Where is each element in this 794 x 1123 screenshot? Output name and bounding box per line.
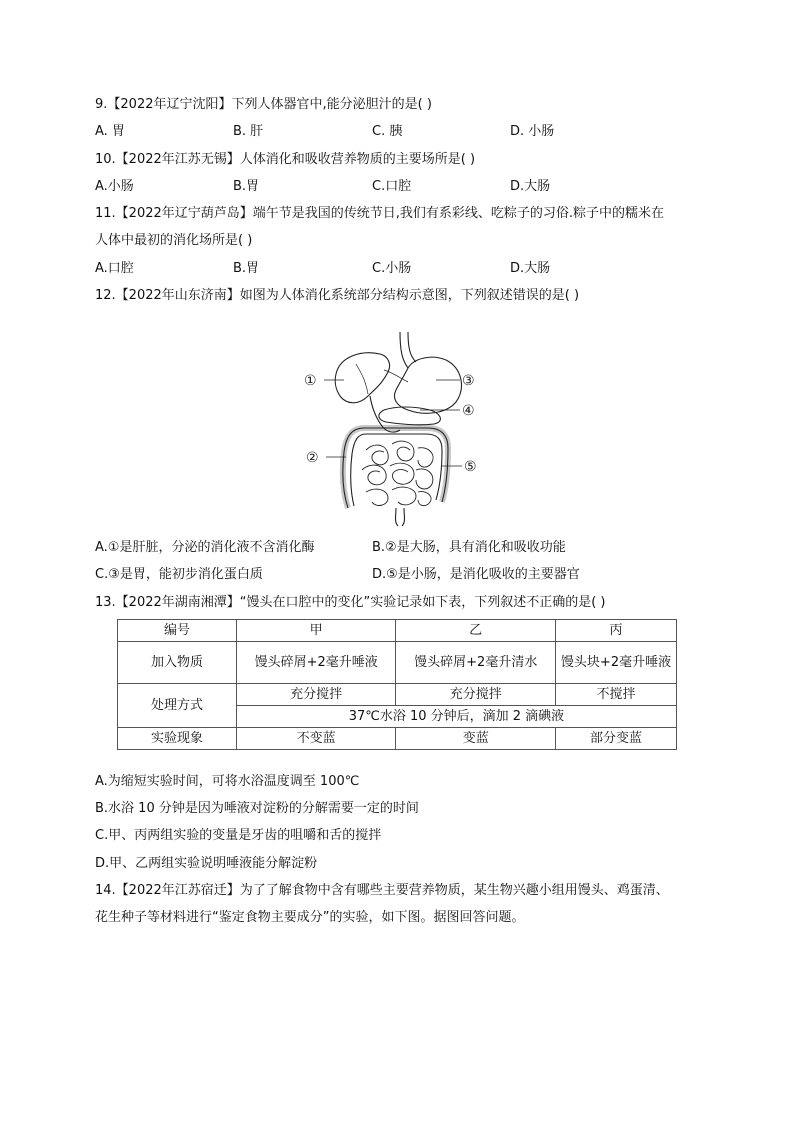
q11-stem-line2: 人体中最初的消化场所是( ) bbox=[95, 233, 253, 248]
row-label: 处理方式 bbox=[118, 684, 237, 728]
table-cell: 馒头块+2毫升唾液 bbox=[556, 642, 677, 684]
label-3: ③ bbox=[462, 373, 475, 389]
q10-option-c: C.口腔 bbox=[372, 179, 412, 194]
q14-stem-line1: 14.【2022年江苏宿迁】为了了解食物中含有哪些主要营养物质，某生物兴趣小组用馒头、鸡蛋清、 bbox=[95, 883, 669, 898]
header-cell-jia: 甲 bbox=[236, 620, 396, 642]
header-cell-yi: 乙 bbox=[396, 620, 556, 642]
table-cell: 部分变蓝 bbox=[556, 728, 677, 750]
experiment-table bbox=[117, 619, 677, 750]
table-cell: 馒头碎屑+2毫升清水 bbox=[396, 642, 556, 684]
q13-option-b: B.水浴 10 分钟是因为唾液对淀粉的分解需要一定的时间 bbox=[95, 801, 419, 816]
table-cell-merged: 37℃水浴 10 分钟后，滴加 2 滴碘液 bbox=[236, 706, 676, 728]
small-intestine-coils bbox=[362, 441, 433, 505]
header-cell-bing: 丙 bbox=[556, 620, 677, 642]
q9-stem: 9.【2022年辽宁沈阳】下列人体器官中,能分泌胆汁的是( ) bbox=[95, 97, 432, 112]
table-row-add bbox=[118, 642, 677, 684]
q12-option-d: D.⑤是小肠，是消化吸收的主要器官 bbox=[372, 567, 580, 582]
label-5: ⑤ bbox=[464, 459, 477, 475]
table-cell: 不搅拌 bbox=[556, 684, 677, 706]
q9-option-d: D. 小肠 bbox=[510, 124, 555, 139]
table-cell: 不变蓝 bbox=[236, 728, 396, 750]
table-cell: 充分搅拌 bbox=[396, 684, 556, 706]
table-cell: 充分搅拌 bbox=[236, 684, 396, 706]
liver-shape bbox=[335, 353, 389, 403]
q10-stem: 10.【2022年江苏无锡】人体消化和吸收营养物质的主要场所是( ) bbox=[95, 152, 476, 167]
stomach-shape bbox=[395, 357, 462, 413]
q13-stem: 13.【2022年湖南湘潭】“馒头在口腔中的变化”实验记录如下表，下列叙述不正确的是( ) bbox=[95, 595, 606, 610]
q11-option-d: D.大肠 bbox=[510, 261, 551, 276]
q12-option-b: B.②是大肠，具有消化和吸收功能 bbox=[372, 540, 566, 555]
q11-option-b: B.胃 bbox=[233, 261, 260, 276]
table-header-row bbox=[118, 620, 677, 642]
table-row-result bbox=[118, 728, 677, 750]
large-intestine-shape bbox=[343, 428, 448, 508]
row-label: 实验现象 bbox=[118, 728, 237, 750]
q13-option-a: A.为缩短实验时间，可将水浴温度调至 100℃ bbox=[95, 774, 360, 789]
q9-option-c: C. 胰 bbox=[372, 124, 403, 139]
digestive-system-figure bbox=[296, 330, 496, 528]
q12-option-a: A.①是肝脏，分泌的消化液不含消化酶 bbox=[95, 540, 315, 555]
label-4: ④ bbox=[462, 403, 475, 419]
label-1: ① bbox=[304, 373, 317, 389]
table-row-treat bbox=[118, 684, 677, 706]
q11-option-a: A.口腔 bbox=[95, 261, 134, 276]
row-label: 加入物质 bbox=[118, 642, 237, 684]
q12-option-c: C.③是胃，能初步消化蛋白质 bbox=[95, 567, 263, 582]
label-2: ② bbox=[306, 450, 319, 466]
q13-option-c: C.甲、丙两组实验的变量是牙齿的咀嚼和舌的搅拌 bbox=[95, 828, 382, 843]
q14-stem-line2: 花生种子等材料进行“鉴定食物主要成分”的实验，如下图。据图回答问题。 bbox=[95, 910, 525, 925]
q10-option-b: B.胃 bbox=[233, 179, 260, 194]
q12-stem: 12.【2022年山东济南】如图为人体消化系统部分结构示意图，下列叙述错误的是( ) bbox=[95, 288, 580, 303]
q9-option-a: A. 胃 bbox=[95, 124, 125, 139]
table-cell: 馒头碎屑+2毫升唾液 bbox=[236, 642, 396, 684]
header-cell-id: 编号 bbox=[118, 620, 237, 642]
q10-option-d: D.大肠 bbox=[510, 179, 551, 194]
table-cell: 变蓝 bbox=[396, 728, 556, 750]
q11-option-c: C.小肠 bbox=[372, 261, 412, 276]
q13-option-d: D.甲、乙两组实验说明唾液能分解淀粉 bbox=[95, 856, 318, 871]
q11-stem-line1: 11.【2022年辽宁葫芦岛】端午节是我国的传统节日,我们有系彩线、吃粽子的习俗.粽子中的糯米在 bbox=[95, 206, 665, 221]
q9-option-b: B. 肝 bbox=[233, 124, 264, 139]
q10-option-a: A.小肠 bbox=[95, 179, 134, 194]
